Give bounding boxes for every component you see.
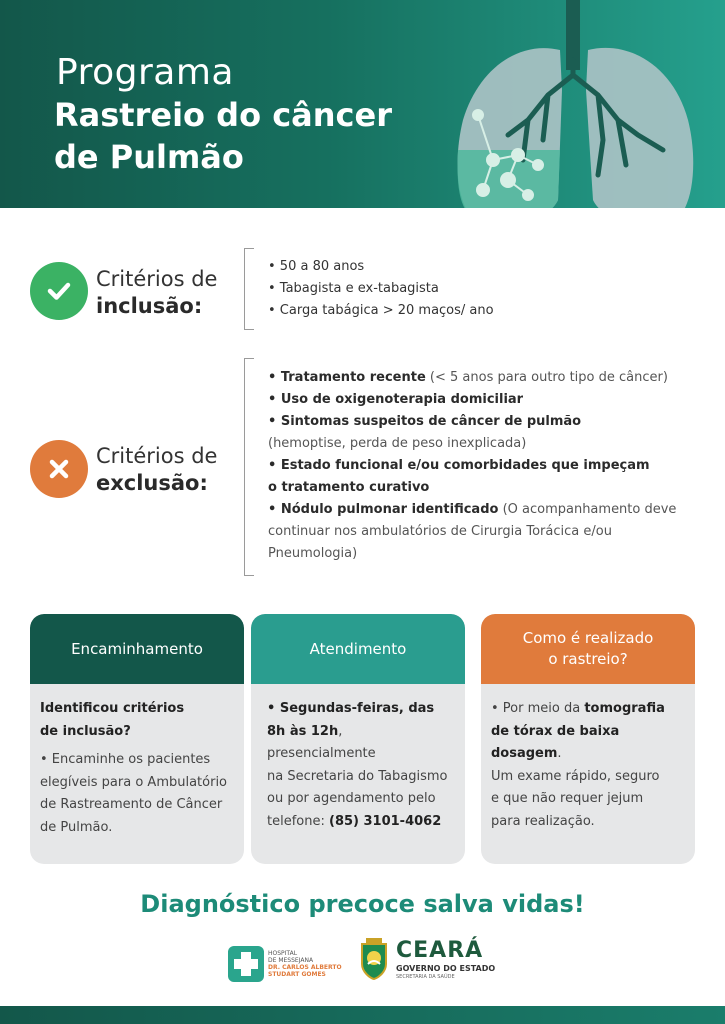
hospital-name: [268, 950, 342, 978]
card-bold: de inclusão?: [40, 723, 131, 739]
how-card-title-line1: Como é realizado: [522, 629, 654, 647]
title-line-2: de Pulmão: [54, 138, 244, 176]
exclusion-item: • Estado funcional e/ou comorbidades que impeçam: [268, 458, 650, 473]
exclusion-label-line1: Critérios de: [96, 444, 218, 468]
program-label: Programa: [56, 52, 234, 93]
card-line: Um exame rápido, seguro: [491, 768, 660, 784]
card-line: • Encaminhe os pacientes: [40, 752, 211, 767]
exclusion-item: [268, 499, 676, 521]
exclusion-item: [268, 367, 676, 389]
footer-bar: [0, 1006, 725, 1024]
coat-of-arms-icon: [358, 938, 390, 980]
card-text: • Por meio da: [491, 701, 585, 716]
card-line: de Rastreamento de Câncer: [40, 797, 223, 812]
inclusion-bracket: [244, 248, 254, 330]
state-department: SECRETARIA DA SAÚDE: [396, 974, 455, 980]
title-line-1: Rastreio do câncer: [54, 96, 392, 134]
card-line: na Secretaria do Tabagismo: [267, 768, 448, 784]
inclusion-item: • Carga tabágica > 20 maços/ ano: [268, 303, 494, 318]
phone-number: (85) 3101-4062: [329, 813, 442, 829]
card-line: e que não requer jejum: [491, 791, 644, 806]
hospital-logo: [228, 944, 348, 984]
exclusion-item: • Sintomas suspeitos de câncer de pulmão: [268, 414, 582, 429]
service-card: [251, 614, 465, 864]
service-card-body: [251, 684, 465, 833]
card-line: para realização.: [491, 813, 595, 829]
page-title: [54, 94, 454, 178]
service-card-title: Atendimento: [251, 614, 465, 684]
how-card-title: [481, 614, 695, 684]
card-line: elegíveis para o Ambulatório: [40, 774, 228, 790]
hospital-line: STUDART GOMES: [268, 971, 326, 978]
card-text: .: [557, 746, 562, 761]
exclusion-item: • Uso de oxigenoterapia domiciliar: [268, 392, 524, 407]
card-bold: tomografia: [584, 701, 665, 716]
card-line: de Pulmão.: [40, 819, 113, 835]
exclusion-item-detail: Pneumologia): [268, 546, 358, 561]
card-line: ou por agendamento pelo: [267, 791, 436, 806]
referral-card-title: Encaminhamento: [30, 614, 244, 684]
card-text: telefone:: [267, 813, 329, 829]
exclusion-item-cont: o tratamento curativo: [268, 480, 430, 495]
lungs-illustration-icon: [448, 0, 708, 208]
header-banner: [0, 0, 725, 208]
exclusion-item-detail: (O acompanhamento deve: [498, 502, 677, 517]
exclusion-label: [96, 443, 217, 497]
card-line: [40, 721, 234, 744]
tagline: Diagnóstico precoce salva vidas!: [140, 890, 585, 918]
card-bold: • Segundas-feiras, das: [267, 701, 435, 716]
exclusion-item-strong: • Tratamento recente: [268, 370, 426, 385]
inclusion-label-line2: inclusão:: [96, 294, 203, 318]
exclusion-bracket: [244, 358, 254, 576]
inclusion-item: • Tabagista e ex-tabagista: [268, 281, 439, 296]
inclusion-label: [96, 266, 217, 320]
state-name: CEARÁ: [396, 938, 484, 963]
referral-card-body: [30, 684, 244, 839]
referral-card: [30, 614, 244, 864]
medical-cross-icon: [228, 946, 264, 982]
exclusion-item-detail: continuar nos ambulatórios de Cirurgia Torácica e/ou: [268, 524, 612, 539]
how-card: [481, 614, 695, 864]
how-card-body: [481, 684, 695, 833]
hospital-line: DE MESSEJANA: [268, 957, 314, 964]
state-subtitle: GOVERNO DO ESTADO: [396, 964, 496, 973]
card-line: [267, 811, 455, 834]
exclusion-item-detail: (< 5 anos para outro tipo de câncer): [425, 370, 668, 385]
hospital-line: HOSPITAL: [268, 950, 298, 957]
card-bold: Identificou critérios: [40, 701, 185, 716]
hospital-line: DR. CARLOS ALBERTO: [268, 964, 342, 971]
exclusion-label-line2: exclusão:: [96, 471, 208, 495]
card-line: [40, 698, 234, 721]
inclusion-label-line1: Critérios de: [96, 267, 218, 291]
check-icon: [30, 262, 88, 320]
exclusion-item-detail: (hemoptise, perda de peso inexplicada): [268, 436, 527, 451]
inclusion-item: • 50 a 80 anos: [268, 259, 365, 274]
card-bold: 8h às 12h: [267, 723, 339, 739]
exclusion-list: [268, 367, 676, 565]
card-line: [491, 698, 685, 721]
card-line: [267, 721, 455, 766]
card-text: , presencialmente: [267, 723, 376, 761]
card-line: [267, 698, 455, 721]
exclusion-item-strong: • Nódulo pulmonar identificado: [268, 502, 499, 517]
card-line: [491, 721, 685, 766]
card-bold: de tórax de baixa dosagem: [491, 723, 620, 761]
how-card-title-line2: o rastreio?: [548, 650, 628, 668]
inclusion-list: [268, 256, 494, 322]
x-icon: [30, 440, 88, 498]
state-logo: [358, 936, 508, 984]
